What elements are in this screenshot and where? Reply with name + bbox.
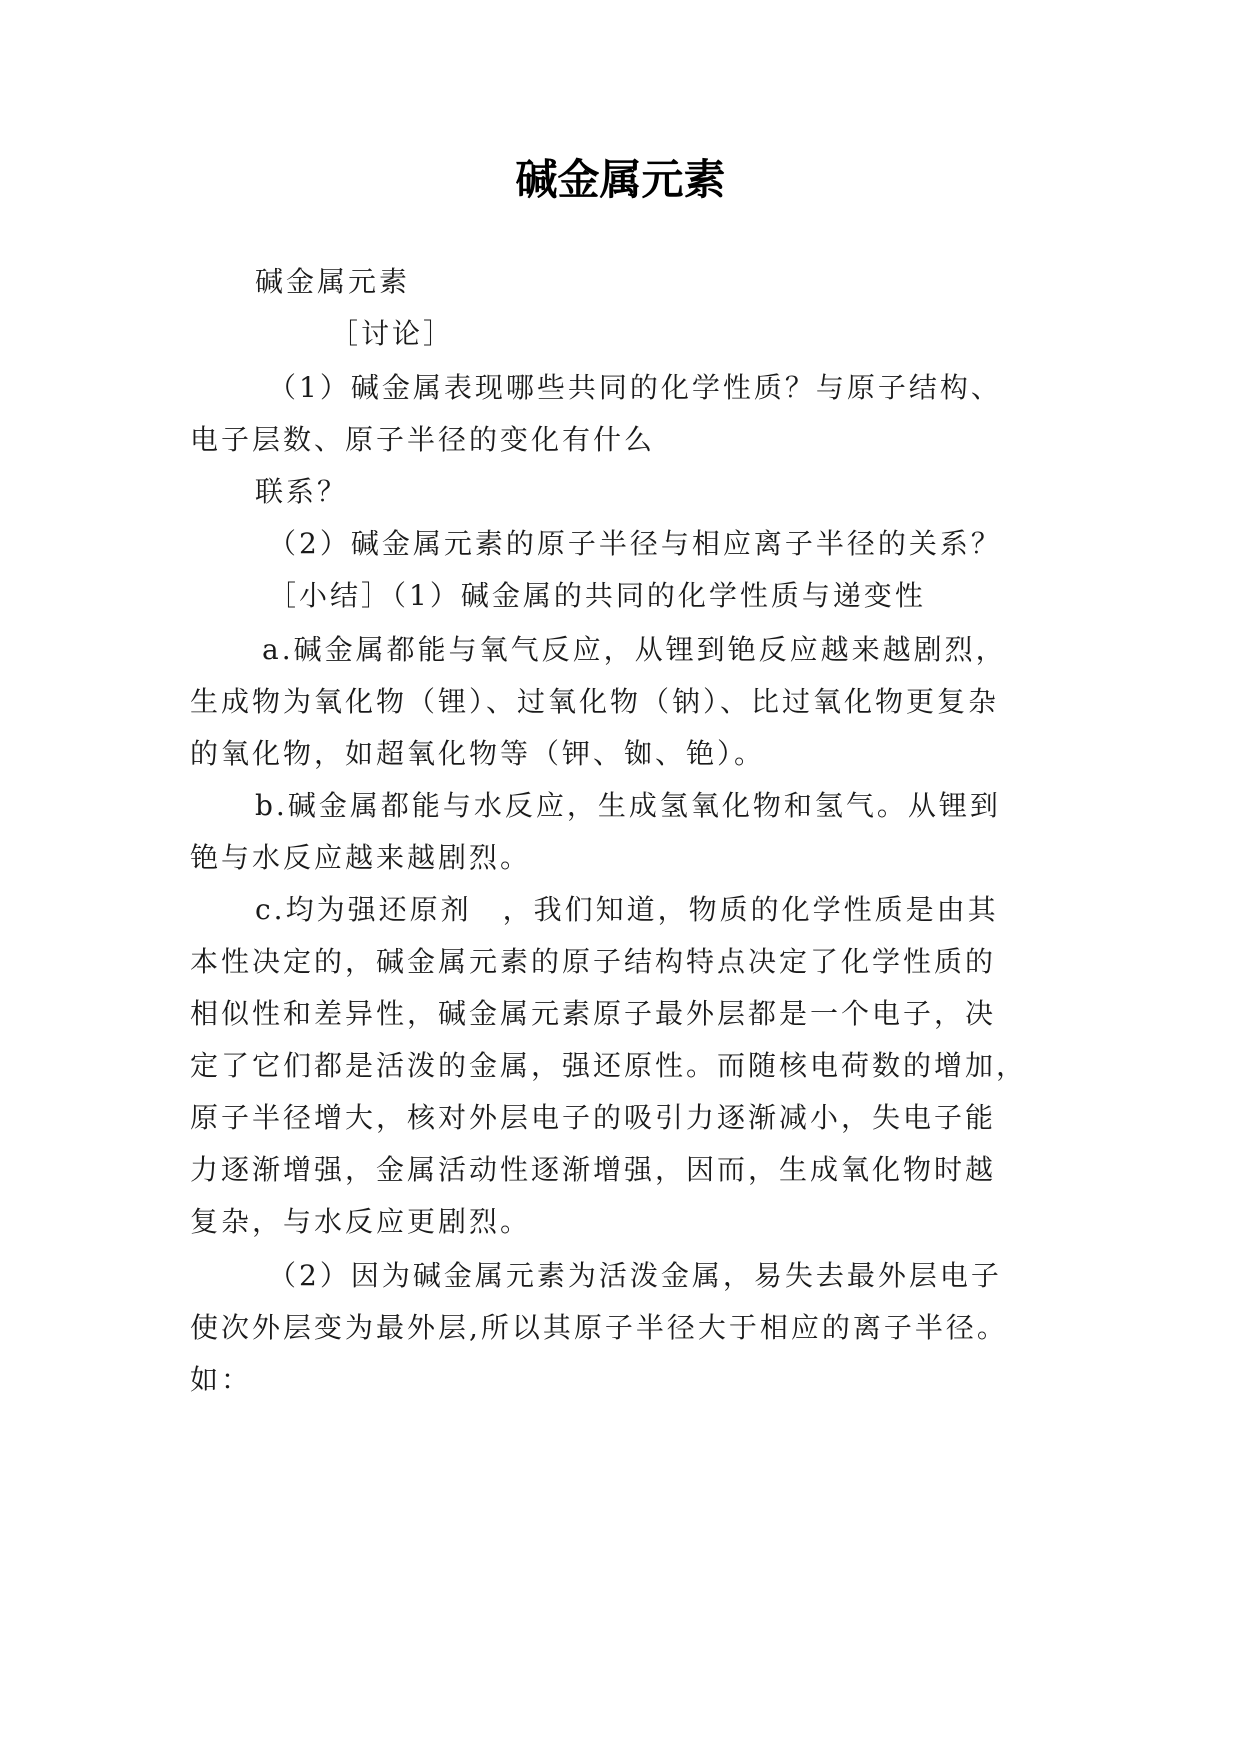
section-heading: 碱金属元素 [255,265,411,298]
paragraph-line: 原子半径增大，核对外层电子的吸引力逐渐减小，失电子能 [190,1101,997,1134]
paragraph-line: c.均为强还原剂 ，我们知道，物质的化学性质是由其 [255,893,999,926]
paragraph-line: （2）因为碱金属元素为活泼金属，易失去最外层电子 [268,1259,1002,1292]
paragraph-line: 本性决定的，碱金属元素的原子结构特点决定了化学性质的 [190,945,997,978]
paragraph-line: 如： [190,1363,253,1396]
paragraph-line: 电子层数、原子半径的变化有什么 [190,423,656,456]
paragraph-line: a.碱金属都能与氧气反应，从锂到铯反应越来越剧烈， [262,633,1007,666]
paragraph-line: 联系？ [255,475,349,508]
summary-label: ［小结］（1）碱金属的共同的化学性质与递变性 [268,579,926,612]
paragraph-line: b.碱金属都能与水反应，生成氢氧化物和氢气。从锂到 [255,789,1001,822]
paragraph-line: 使次外层变为最外层,所以其原子半径大于相应的离子半径。 [190,1311,1008,1344]
paragraph-line: 铯与水反应越来越剧烈。 [190,841,532,874]
paragraph-line: 力逐渐增强，金属活动性逐渐增强，因而，生成氧化物时越 [190,1153,997,1186]
paragraph-line: 生成物为氧化物（锂）、过氧化物（钠）、比过氧化物更复杂 [190,685,1000,718]
paragraph-line: （1）碱金属表现哪些共同的化学性质？与原子结构、 [268,371,1002,404]
paragraph-line: （2）碱金属元素的原子半径与相应离子半径的关系？ [268,527,1002,560]
paragraph-line: 的氧化物，如超氧化物等（钾、铷、铯）。 [190,737,766,770]
discussion-label: ［讨论］ [330,317,455,350]
paragraph-line: 相似性和差异性，碱金属元素原子最外层都是一个电子，决 [190,997,997,1030]
paragraph-line: 定了它们都是活泼的金属，强还原性。而随核电荷数的增加， [190,1049,1028,1082]
document-title: 碱金属元素 [515,155,726,204]
paragraph-line: 复杂，与水反应更剧烈。 [190,1205,532,1238]
